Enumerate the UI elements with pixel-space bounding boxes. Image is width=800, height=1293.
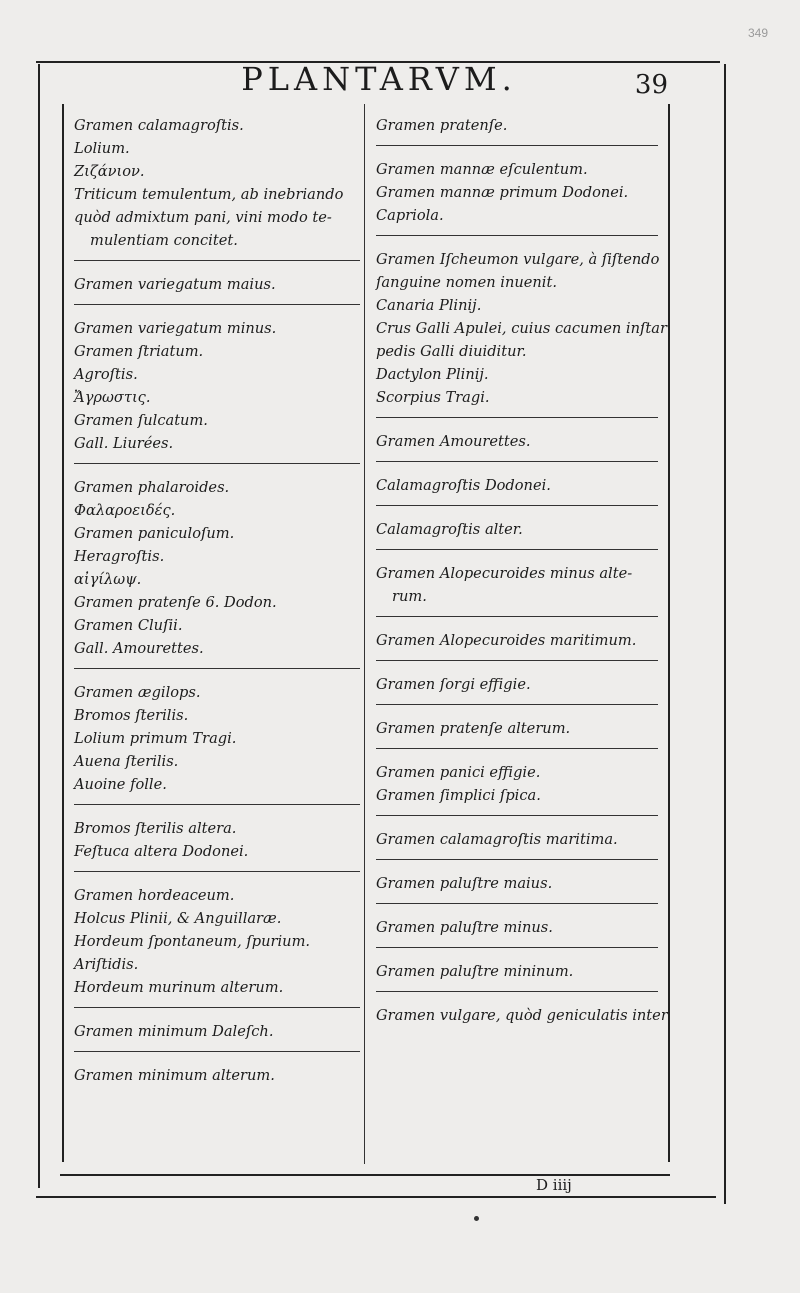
outer-left-border xyxy=(38,64,40,1188)
entry-block xyxy=(376,872,658,895)
entry-line: Gramen pratenſe 6. Dodon. xyxy=(74,594,277,611)
entry-line: Gramen ſimplici ſpica. xyxy=(376,787,541,804)
entry-block xyxy=(376,248,667,409)
entry-line: Scorpius Tragi. xyxy=(376,389,490,406)
entry-line: Gramen Alopecuroides minus alte- xyxy=(376,565,633,582)
ink-dot xyxy=(474,1216,479,1221)
entry-line: pedis Galli diuiditur. xyxy=(376,343,527,360)
entry-separator-rule xyxy=(376,748,658,749)
entry-line: Gramen hordeaceum. xyxy=(74,887,235,904)
entry-block xyxy=(74,817,360,863)
entry-line: Auoine folle. xyxy=(74,776,167,793)
entry-block xyxy=(376,828,658,851)
entry-line: Gramen minimum alterum. xyxy=(74,1067,275,1084)
entry-line: Gramen Alopecuroides maritimum. xyxy=(376,632,637,649)
entry-line: Gramen mannæ primum Dodonei. xyxy=(376,184,629,201)
entry-line: Canaria Plinij. xyxy=(376,297,482,314)
entry-line: Gramen pratenſe alterum. xyxy=(376,720,571,737)
entry-separator-rule xyxy=(74,1051,360,1052)
outer-right-border xyxy=(724,64,726,1204)
entry-line: Gramen paluſtre mininum. xyxy=(376,963,574,980)
right-column xyxy=(376,114,668,1027)
entry-block xyxy=(376,629,658,652)
entry-separator-rule xyxy=(376,859,658,860)
entry-line: Lolium. xyxy=(74,140,130,157)
entry-separator-rule xyxy=(376,461,658,462)
entry-separator-rule xyxy=(376,417,658,418)
entry-line: Heragroſtis. xyxy=(74,548,165,565)
entry-line: Calamagroſtis alter. xyxy=(376,521,523,538)
entry-block xyxy=(376,673,658,696)
entry-line: Hordeum murinum alterum. xyxy=(74,979,284,996)
entry-separator-rule xyxy=(376,235,658,236)
entry-block xyxy=(376,474,658,497)
entry-separator-rule xyxy=(376,145,658,146)
entry-line: Ζιζάνιον. xyxy=(74,163,145,180)
entry-line: Calamagroſtis Dodonei. xyxy=(376,477,551,494)
entry-block xyxy=(376,518,658,541)
entry-line: Gramen calamagroſtis maritima. xyxy=(376,831,618,848)
entry-line: Gramen ſorgi effigie. xyxy=(376,676,531,693)
entry-line: Gall. Amourettes. xyxy=(74,640,204,657)
entry-block xyxy=(376,717,658,740)
entry-line: Gramen ægilops. xyxy=(74,684,201,701)
entry-line: Agroſtis. xyxy=(74,366,138,383)
entry-block xyxy=(74,476,360,660)
entry-separator-rule xyxy=(376,947,658,948)
entry-line: Gramen Cluſii. xyxy=(74,617,183,634)
entry-line: Gramen paniculoſum. xyxy=(74,525,235,542)
entry-line: Gramen mannæ eſculentum. xyxy=(376,161,588,178)
entry-line: αἰγίλωψ. xyxy=(74,571,142,588)
page-number: 39 xyxy=(634,70,668,100)
bottom-rule-inner xyxy=(60,1174,670,1176)
entry-separator-rule xyxy=(74,668,360,669)
entry-block xyxy=(74,317,360,455)
entry-line: Gramen paluſtre maius. xyxy=(376,875,553,892)
column-divider xyxy=(364,104,365,1164)
entry-line: Feſtuca altera Dodonei. xyxy=(74,843,249,860)
left-column xyxy=(74,114,360,1087)
entry-line: Lolium primum Tragi. xyxy=(74,730,237,747)
entry-line: Gramen variegatum minus. xyxy=(74,320,277,337)
entry-line: Ἄγρωστις. xyxy=(74,389,151,406)
entry-line: Bromos ſterilis altera. xyxy=(74,820,237,837)
entry-block xyxy=(376,1004,668,1027)
entry-line: Crus Galli Apulei, cuius cacumen inſtar xyxy=(376,320,667,337)
entry-line: Ariſtidis. xyxy=(74,956,139,973)
entry-block xyxy=(376,960,658,983)
entry-line: Gramen Iſcheumon vulgare, à ſiſtendo xyxy=(376,251,660,268)
entry-line: Gramen panici effigie. xyxy=(376,764,541,781)
entry-block xyxy=(376,916,658,939)
page-header xyxy=(38,58,720,102)
entry-block xyxy=(74,114,360,252)
entry-line: Gramen paluſtre minus. xyxy=(376,919,553,936)
entry-block xyxy=(74,884,360,999)
entry-separator-rule xyxy=(376,549,658,550)
entry-line: Gramen Amourettes. xyxy=(376,433,531,450)
entry-block xyxy=(74,1064,360,1087)
entry-block xyxy=(74,273,360,296)
entry-separator-rule xyxy=(376,704,658,705)
entry-separator-rule xyxy=(376,903,658,904)
entry-line: Gramen ſtriatum. xyxy=(74,343,204,360)
entry-separator-rule xyxy=(74,260,360,261)
signature-mark: D iiij xyxy=(536,1176,572,1194)
entry-line: quòd admixtum pani, vini modo te- xyxy=(74,209,332,226)
entry-separator-rule xyxy=(376,815,658,816)
entry-block xyxy=(376,562,658,608)
corner-mark: 349 xyxy=(748,26,769,40)
entry-line: ſanguine nomen inuenit. xyxy=(376,274,557,291)
entry-line: Capriola. xyxy=(376,207,444,224)
entry-block xyxy=(376,114,658,137)
entry-block xyxy=(376,158,658,227)
entry-line: Triticum temulentum, ab inebriando xyxy=(74,186,344,203)
entry-line: Gramen variegatum maius. xyxy=(74,276,276,293)
entry-block xyxy=(74,1020,360,1043)
entry-separator-rule xyxy=(74,304,360,305)
entry-block xyxy=(376,761,658,807)
entry-separator-rule xyxy=(74,463,360,464)
entry-line: Auena ſterilis. xyxy=(74,753,179,770)
entry-line: mulentiam concitet. xyxy=(90,232,238,249)
entry-line: rum. xyxy=(392,588,427,605)
entry-line: Gramen calamagroſtis. xyxy=(74,117,244,134)
entry-line: Gramen phalaroides. xyxy=(74,479,230,496)
entry-line: Dactylon Plinij. xyxy=(376,366,489,383)
entry-line: Holcus Plinii, & Anguillaræ. xyxy=(74,910,282,927)
running-title: PLANTARVM. xyxy=(241,60,517,98)
entry-block xyxy=(74,681,360,796)
entry-line: Gramen vulgare, quòd geniculatis inter xyxy=(376,1007,668,1024)
entry-line: Gramen pratenſe. xyxy=(376,117,508,134)
entry-line: Φαλαροειδές. xyxy=(74,502,176,519)
entry-separator-rule xyxy=(74,804,360,805)
bottom-rule-outer xyxy=(36,1196,716,1198)
entry-line: Gall. Liurées. xyxy=(74,435,174,452)
entry-separator-rule xyxy=(376,505,658,506)
entry-block xyxy=(376,430,658,453)
entry-separator-rule xyxy=(74,1007,360,1008)
entry-line: Gramen ſulcatum. xyxy=(74,412,208,429)
entry-separator-rule xyxy=(376,991,658,992)
entry-line: Hordeum ſpontaneum, ſpurium. xyxy=(74,933,311,950)
entry-line: Bromos ſterilis. xyxy=(74,707,189,724)
entry-separator-rule xyxy=(376,616,658,617)
entry-separator-rule xyxy=(74,871,360,872)
entry-line: Gramen minimum Daleſch. xyxy=(74,1023,274,1040)
entry-separator-rule xyxy=(376,660,658,661)
